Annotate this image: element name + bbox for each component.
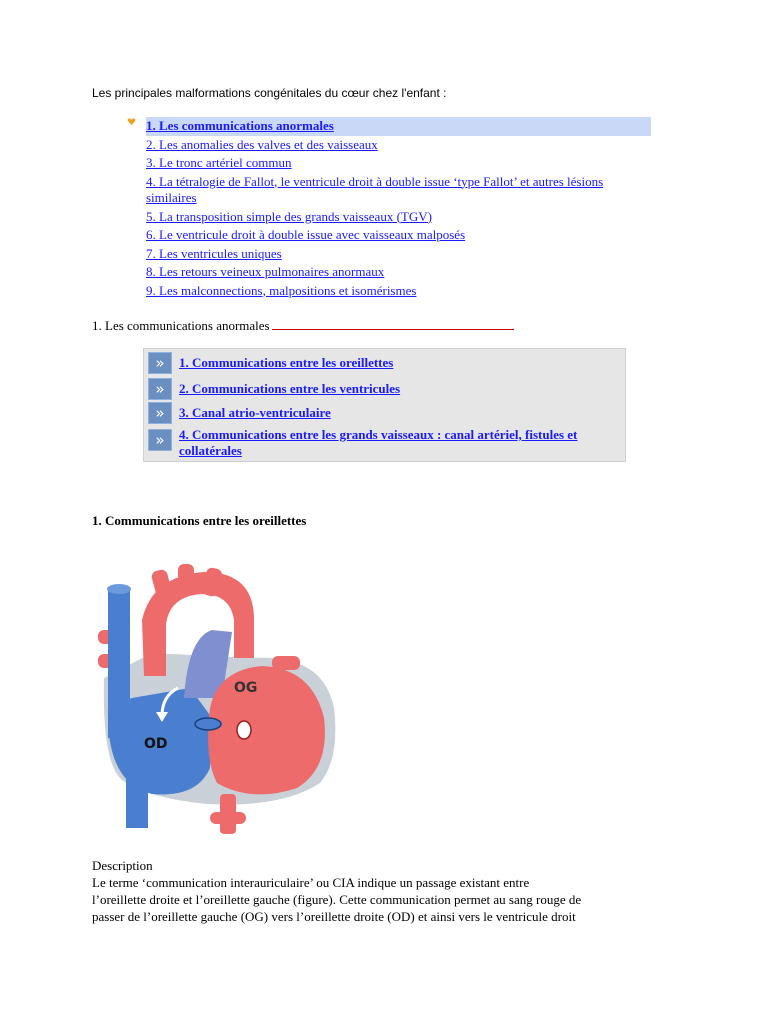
table-of-contents bbox=[146, 117, 651, 300]
section-title bbox=[92, 318, 514, 334]
subnav-item-4[interactable] bbox=[148, 429, 599, 459]
subnav-link-4[interactable]: 4. Communications entre les grands vaisseaux : canal artériel, fistules et collatérales bbox=[179, 427, 578, 458]
subnav-link-3[interactable]: 3. Canal atrio-ventriculaire bbox=[179, 405, 331, 420]
toc-link-7[interactable]: 7. Les ventricules uniques bbox=[146, 245, 282, 261]
toc-link-5[interactable]: 5. La transposition simple des grands vaisseaux (TGV) bbox=[146, 208, 432, 224]
description-line-3: passer de l’oreillette gauche (OG) vers l’oreillette droite (OD) et ainsi vers le ventricule droit bbox=[92, 909, 576, 924]
description bbox=[92, 857, 692, 925]
heart-bullet-icon bbox=[127, 117, 136, 126]
chevron-right-icon: » bbox=[148, 429, 172, 451]
od-label: OD bbox=[144, 736, 168, 752]
subnav-link-2[interactable]: 2. Communications entre les ventricules bbox=[179, 381, 401, 396]
heart-diagram bbox=[92, 558, 342, 843]
toc-link-9[interactable]: 9. Les malconnections, malpositions et isomérismes bbox=[146, 282, 417, 298]
subnav-item-2[interactable] bbox=[148, 378, 400, 400]
og-label: OG bbox=[234, 680, 258, 696]
toc-link-2[interactable]: 2. Les anomalies des valves et des vaisseaux bbox=[146, 136, 378, 152]
toc-link-6[interactable]: 6. Le ventricule droit à double issue avec vaisseaux malposés bbox=[146, 227, 466, 242]
description-line-2: l’oreillette droite et l’oreillette gauche (figure). Cette communication permet au sang rouge de bbox=[92, 892, 582, 907]
chevron-right-icon: » bbox=[148, 402, 172, 424]
toc-link-8[interactable]: 8. Les retours veineux pulmonaires anormaux bbox=[146, 264, 385, 279]
subnav-box bbox=[143, 348, 626, 462]
intro-text: Les principales malformations congénitales du cœur chez l'enfant : bbox=[92, 86, 447, 100]
chevron-right-icon: » bbox=[148, 378, 172, 400]
section-divider bbox=[272, 329, 514, 330]
toc-link-3[interactable]: 3. Le tronc artériel commun bbox=[146, 155, 292, 170]
section-title-text: 1. Les communications anormales bbox=[92, 318, 270, 333]
subnav-item-1[interactable] bbox=[148, 352, 393, 374]
description-line-1: Le terme ‘communication interauriculaire’ ou CIA indique un passage existant entre bbox=[92, 875, 530, 890]
section-heading: 1. Communications entre les oreillettes bbox=[92, 513, 307, 528]
chevron-right-icon: » bbox=[148, 352, 172, 374]
subnav-link-1[interactable]: 1. Communications entre les oreillettes bbox=[179, 355, 394, 370]
toc-link-1[interactable]: 1. Les communications anormales bbox=[146, 117, 651, 136]
toc-link-4[interactable]: 4. La tétralogie de Fallot, le ventricule droit à double issue ‘type Fallot’ et autres lésions similaires bbox=[146, 173, 604, 205]
subnav-item-3[interactable] bbox=[148, 402, 331, 424]
description-label: Description bbox=[92, 858, 153, 873]
